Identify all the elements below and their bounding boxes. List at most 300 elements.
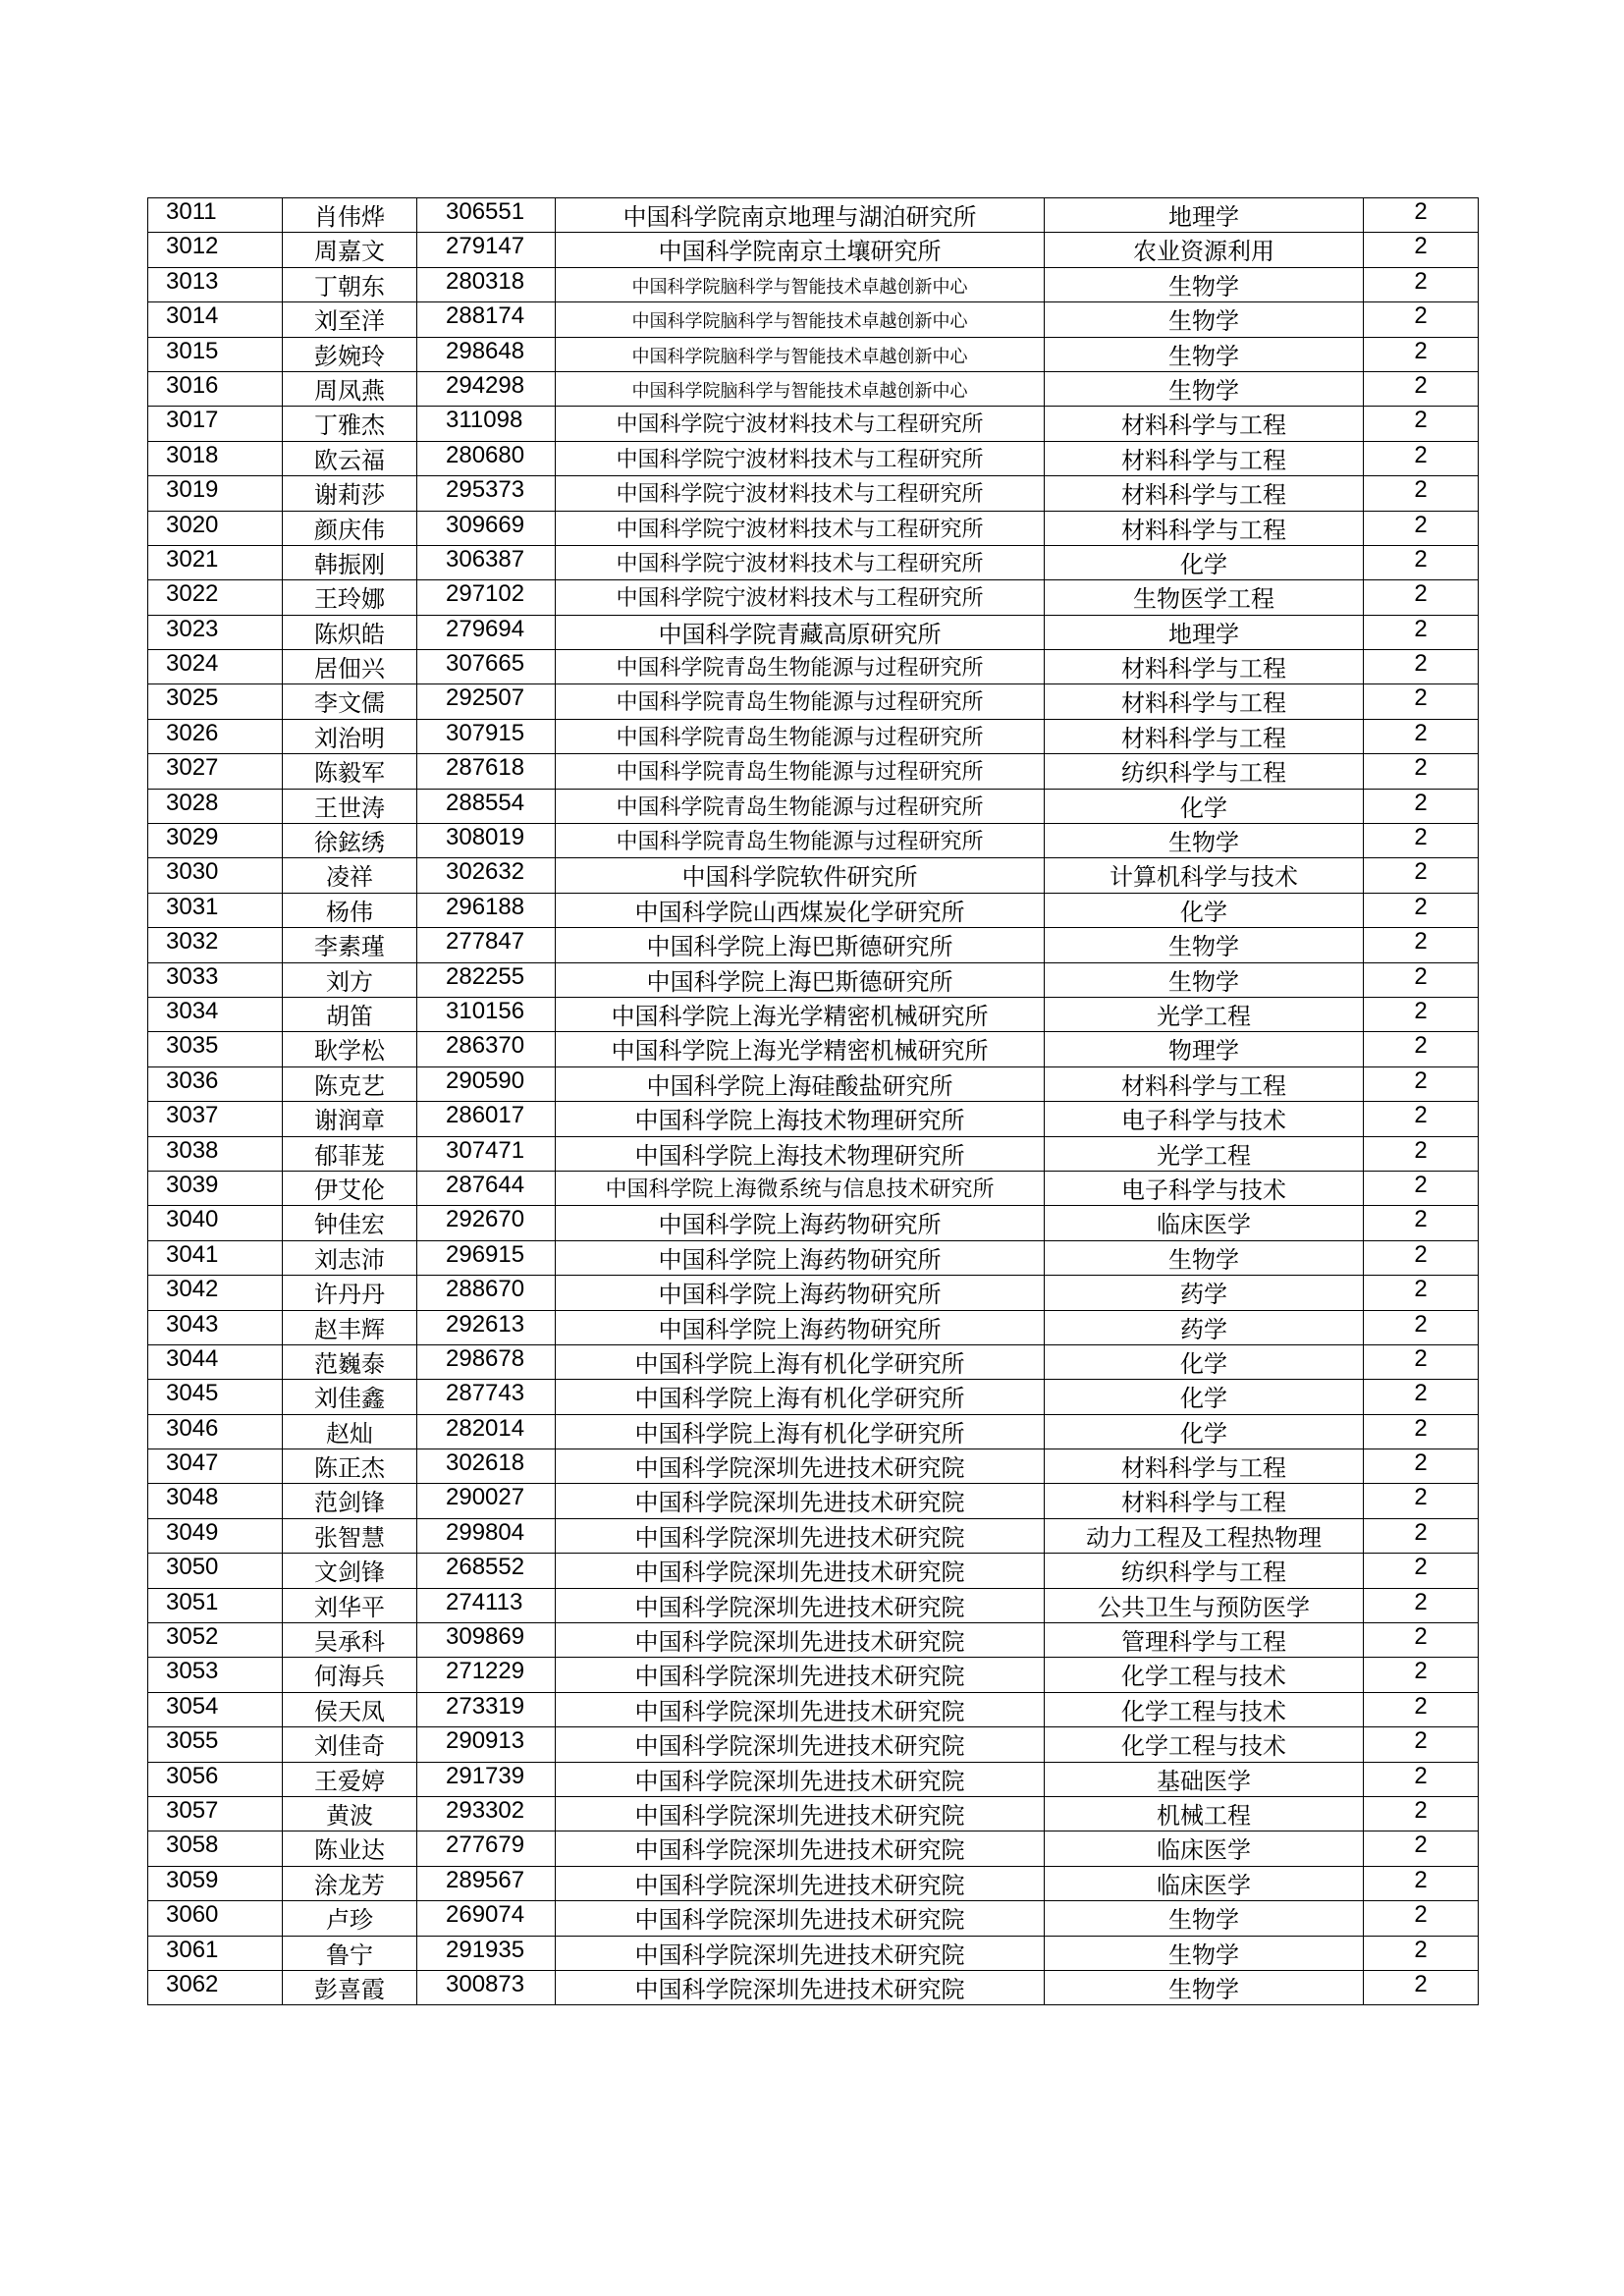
institution-cell: 中国科学院上海巴斯德研究所 [556, 962, 1045, 997]
student-name-cell: 郁菲茏 [283, 1136, 417, 1171]
table-row [148, 1866, 1479, 1900]
institution-cell: 中国科学院上海药物研究所 [556, 1276, 1045, 1310]
major-cell: 生物学 [1045, 337, 1364, 371]
major-cell: 生物学 [1045, 1936, 1364, 1970]
institution-cell: 中国科学院上海药物研究所 [556, 1240, 1045, 1275]
institution-cell: 中国科学院宁波材料技术与工程研究所 [556, 407, 1045, 441]
count-cell: 2 [1364, 1796, 1479, 1831]
student-id-cell: 298648 [417, 337, 556, 371]
sequence-number-cell: 3036 [148, 1066, 283, 1101]
institution-cell: 中国科学院脑科学与智能技术卓越创新中心 [556, 371, 1045, 406]
sequence-number-cell: 3032 [148, 928, 283, 962]
institution-cell: 中国科学院上海药物研究所 [556, 1310, 1045, 1344]
count-cell: 2 [1364, 1518, 1479, 1553]
major-cell: 材料科学与工程 [1045, 511, 1364, 545]
sequence-number-cell: 3021 [148, 545, 283, 579]
table-row [148, 858, 1479, 893]
table-row [148, 1588, 1479, 1622]
student-id-cell: 289567 [417, 1866, 556, 1900]
student-id-cell: 277847 [417, 928, 556, 962]
sequence-number-cell: 3060 [148, 1901, 283, 1936]
table-row [148, 1344, 1479, 1379]
count-cell: 2 [1364, 1449, 1479, 1484]
major-cell: 光学工程 [1045, 997, 1364, 1031]
institution-cell: 中国科学院深圳先进技术研究院 [556, 1901, 1045, 1936]
table-row [148, 545, 1479, 579]
student-id-cell: 308019 [417, 824, 556, 858]
table-row [148, 1692, 1479, 1726]
student-name-cell: 谢润章 [283, 1102, 417, 1136]
student-name-cell: 刘治明 [283, 719, 417, 753]
sequence-number-cell: 3049 [148, 1518, 283, 1553]
student-id-cell: 300873 [417, 1970, 556, 2004]
table-row [148, 1623, 1479, 1658]
table-row [148, 1380, 1479, 1414]
major-cell: 临床医学 [1045, 1206, 1364, 1240]
student-id-cell: 297102 [417, 580, 556, 615]
student-name-cell: 卢珍 [283, 1901, 417, 1936]
sequence-number-cell: 3022 [148, 580, 283, 615]
student-name-cell: 徐鉉绣 [283, 824, 417, 858]
sequence-number-cell: 3056 [148, 1762, 283, 1796]
institution-cell: 中国科学院青岛生物能源与过程研究所 [556, 650, 1045, 684]
table-row [148, 1066, 1479, 1101]
table-row [148, 1136, 1479, 1171]
major-cell: 光学工程 [1045, 1136, 1364, 1171]
count-cell: 2 [1364, 545, 1479, 579]
student-name-cell: 伊艾伦 [283, 1171, 417, 1205]
sequence-number-cell: 3011 [148, 198, 283, 233]
student-name-cell: 颜庆伟 [283, 511, 417, 545]
results-table-body [148, 198, 1479, 2005]
student-id-cell: 292613 [417, 1310, 556, 1344]
table-row [148, 371, 1479, 406]
sequence-number-cell: 3028 [148, 789, 283, 823]
sequence-number-cell: 3012 [148, 233, 283, 267]
student-id-cell: 292507 [417, 684, 556, 719]
institution-cell: 中国科学院软件研究所 [556, 858, 1045, 893]
sequence-number-cell: 3015 [148, 337, 283, 371]
major-cell: 生物学 [1045, 1970, 1364, 2004]
count-cell: 2 [1364, 1484, 1479, 1518]
table-row [148, 1276, 1479, 1310]
student-name-cell: 范巍泰 [283, 1344, 417, 1379]
student-name-cell: 王世涛 [283, 789, 417, 823]
sequence-number-cell: 3046 [148, 1414, 283, 1449]
count-cell: 2 [1364, 719, 1479, 753]
count-cell: 2 [1364, 824, 1479, 858]
table-row [148, 719, 1479, 753]
table-row [148, 997, 1479, 1031]
student-name-cell: 周凤燕 [283, 371, 417, 406]
sequence-number-cell: 3053 [148, 1658, 283, 1692]
table-row [148, 893, 1479, 927]
student-id-cell: 309669 [417, 511, 556, 545]
student-name-cell: 侯天凤 [283, 1692, 417, 1726]
institution-cell: 中国科学院深圳先进技术研究院 [556, 1658, 1045, 1692]
count-cell: 2 [1364, 198, 1479, 233]
count-cell: 2 [1364, 1344, 1479, 1379]
institution-cell: 中国科学院上海有机化学研究所 [556, 1344, 1045, 1379]
sequence-number-cell: 3039 [148, 1171, 283, 1205]
sequence-number-cell: 3042 [148, 1276, 283, 1310]
major-cell: 临床医学 [1045, 1831, 1364, 1866]
table-row [148, 1658, 1479, 1692]
student-id-cell: 269074 [417, 1901, 556, 1936]
student-name-cell: 刘佳奇 [283, 1727, 417, 1762]
major-cell: 材料科学与工程 [1045, 476, 1364, 511]
student-id-cell: 290027 [417, 1484, 556, 1518]
student-id-cell: 286017 [417, 1102, 556, 1136]
major-cell: 材料科学与工程 [1045, 1449, 1364, 1484]
institution-cell: 中国科学院上海药物研究所 [556, 1206, 1045, 1240]
major-cell: 管理科学与工程 [1045, 1623, 1364, 1658]
table-row [148, 1032, 1479, 1066]
student-name-cell: 刘华平 [283, 1588, 417, 1622]
institution-cell: 中国科学院上海技术物理研究所 [556, 1102, 1045, 1136]
table-row [148, 789, 1479, 823]
major-cell: 材料科学与工程 [1045, 650, 1364, 684]
institution-cell: 中国科学院上海有机化学研究所 [556, 1414, 1045, 1449]
count-cell: 2 [1364, 407, 1479, 441]
table-row [148, 1484, 1479, 1518]
student-id-cell: 280680 [417, 441, 556, 475]
student-id-cell: 296188 [417, 893, 556, 927]
table-row [148, 302, 1479, 337]
student-id-cell: 280318 [417, 267, 556, 301]
institution-cell: 中国科学院宁波材料技术与工程研究所 [556, 580, 1045, 615]
count-cell: 2 [1364, 1276, 1479, 1310]
student-name-cell: 彭喜霞 [283, 1970, 417, 2004]
table-row [148, 754, 1479, 789]
student-name-cell: 刘至洋 [283, 302, 417, 337]
count-cell: 2 [1364, 1380, 1479, 1414]
count-cell: 2 [1364, 893, 1479, 927]
institution-cell: 中国科学院山西煤炭化学研究所 [556, 893, 1045, 927]
count-cell: 2 [1364, 1206, 1479, 1240]
student-id-cell: 302618 [417, 1449, 556, 1484]
student-name-cell: 胡笛 [283, 997, 417, 1031]
major-cell: 化学工程与技术 [1045, 1692, 1364, 1726]
institution-cell: 中国科学院深圳先进技术研究院 [556, 1796, 1045, 1831]
count-cell: 2 [1364, 1762, 1479, 1796]
student-id-cell: 302632 [417, 858, 556, 893]
student-name-cell: 欧云福 [283, 441, 417, 475]
major-cell: 纺织科学与工程 [1045, 754, 1364, 789]
institution-cell: 中国科学院南京地理与湖泊研究所 [556, 198, 1045, 233]
major-cell: 材料科学与工程 [1045, 407, 1364, 441]
student-id-cell: 290913 [417, 1727, 556, 1762]
institution-cell: 中国科学院深圳先进技术研究院 [556, 1518, 1045, 1553]
major-cell: 生物学 [1045, 1240, 1364, 1275]
student-id-cell: 288554 [417, 789, 556, 823]
sequence-number-cell: 3040 [148, 1206, 283, 1240]
table-row [148, 1240, 1479, 1275]
table-row [148, 962, 1479, 997]
sequence-number-cell: 3047 [148, 1449, 283, 1484]
student-name-cell: 鲁宁 [283, 1936, 417, 1970]
count-cell: 2 [1364, 1936, 1479, 1970]
student-id-cell: 273319 [417, 1692, 556, 1726]
student-id-cell: 282255 [417, 962, 556, 997]
major-cell: 生物学 [1045, 928, 1364, 962]
table-row [148, 1310, 1479, 1344]
institution-cell: 中国科学院深圳先进技术研究院 [556, 1484, 1045, 1518]
institution-cell: 中国科学院青岛生物能源与过程研究所 [556, 719, 1045, 753]
sequence-number-cell: 3051 [148, 1588, 283, 1622]
sequence-number-cell: 3055 [148, 1727, 283, 1762]
student-id-cell: 299804 [417, 1518, 556, 1553]
major-cell: 化学 [1045, 545, 1364, 579]
table-row [148, 476, 1479, 511]
sequence-number-cell: 3025 [148, 684, 283, 719]
major-cell: 材料科学与工程 [1045, 684, 1364, 719]
student-name-cell: 陈毅军 [283, 754, 417, 789]
student-name-cell: 耿学松 [283, 1032, 417, 1066]
student-name-cell: 文剑锋 [283, 1554, 417, 1588]
table-row [148, 511, 1479, 545]
student-name-cell: 韩振刚 [283, 545, 417, 579]
student-name-cell: 丁雅杰 [283, 407, 417, 441]
major-cell: 化学 [1045, 789, 1364, 823]
table-row [148, 1102, 1479, 1136]
count-cell: 2 [1364, 1554, 1479, 1588]
count-cell: 2 [1364, 1136, 1479, 1171]
student-name-cell: 涂龙芳 [283, 1866, 417, 1900]
major-cell: 临床医学 [1045, 1866, 1364, 1900]
table-row [148, 1449, 1479, 1484]
institution-cell: 中国科学院上海硅酸盐研究所 [556, 1066, 1045, 1101]
student-id-cell: 307471 [417, 1136, 556, 1171]
institution-cell: 中国科学院深圳先进技术研究院 [556, 1727, 1045, 1762]
institution-cell: 中国科学院深圳先进技术研究院 [556, 1623, 1045, 1658]
count-cell: 2 [1364, 1310, 1479, 1344]
count-cell: 2 [1364, 302, 1479, 337]
student-id-cell: 306387 [417, 545, 556, 579]
student-id-cell: 291739 [417, 1762, 556, 1796]
institution-cell: 中国科学院深圳先进技术研究院 [556, 1831, 1045, 1866]
table-row [148, 1762, 1479, 1796]
student-name-cell: 谢莉莎 [283, 476, 417, 511]
major-cell: 化学工程与技术 [1045, 1727, 1364, 1762]
major-cell: 药学 [1045, 1310, 1364, 1344]
sequence-number-cell: 3027 [148, 754, 283, 789]
major-cell: 基础医学 [1045, 1762, 1364, 1796]
student-id-cell: 287618 [417, 754, 556, 789]
student-name-cell: 陈业达 [283, 1831, 417, 1866]
count-cell: 2 [1364, 1623, 1479, 1658]
results-table [147, 197, 1479, 2005]
student-name-cell: 许丹丹 [283, 1276, 417, 1310]
major-cell: 生物学 [1045, 371, 1364, 406]
institution-cell: 中国科学院深圳先进技术研究院 [556, 1692, 1045, 1726]
count-cell: 2 [1364, 650, 1479, 684]
count-cell: 2 [1364, 1588, 1479, 1622]
sequence-number-cell: 3062 [148, 1970, 283, 2004]
student-id-cell: 279147 [417, 233, 556, 267]
institution-cell: 中国科学院深圳先进技术研究院 [556, 1449, 1045, 1484]
student-id-cell: 279694 [417, 615, 556, 649]
student-id-cell: 298678 [417, 1344, 556, 1379]
count-cell: 2 [1364, 1901, 1479, 1936]
institution-cell: 中国科学院青藏高原研究所 [556, 615, 1045, 649]
count-cell: 2 [1364, 337, 1479, 371]
count-cell: 2 [1364, 1831, 1479, 1866]
table-row [148, 1518, 1479, 1553]
institution-cell: 中国科学院深圳先进技术研究院 [556, 1866, 1045, 1900]
major-cell: 化学 [1045, 1380, 1364, 1414]
table-row [148, 1554, 1479, 1588]
student-name-cell: 钟佳宏 [283, 1206, 417, 1240]
student-name-cell: 陈炽皓 [283, 615, 417, 649]
count-cell: 2 [1364, 233, 1479, 267]
student-id-cell: 310156 [417, 997, 556, 1031]
student-id-cell: 294298 [417, 371, 556, 406]
sequence-number-cell: 3050 [148, 1554, 283, 1588]
institution-cell: 中国科学院脑科学与智能技术卓越创新中心 [556, 267, 1045, 301]
student-name-cell: 李文儒 [283, 684, 417, 719]
count-cell: 2 [1364, 476, 1479, 511]
sequence-number-cell: 3052 [148, 1623, 283, 1658]
major-cell: 公共卫生与预防医学 [1045, 1588, 1364, 1622]
sequence-number-cell: 3035 [148, 1032, 283, 1066]
sequence-number-cell: 3037 [148, 1102, 283, 1136]
count-cell: 2 [1364, 997, 1479, 1031]
institution-cell: 中国科学院深圳先进技术研究院 [556, 1970, 1045, 2004]
sequence-number-cell: 3019 [148, 476, 283, 511]
count-cell: 2 [1364, 1066, 1479, 1101]
table-row [148, 1936, 1479, 1970]
sequence-number-cell: 3017 [148, 407, 283, 441]
student-name-cell: 张智慧 [283, 1518, 417, 1553]
sequence-number-cell: 3044 [148, 1344, 283, 1379]
sequence-number-cell: 3024 [148, 650, 283, 684]
student-id-cell: 295373 [417, 476, 556, 511]
major-cell: 电子科学与技术 [1045, 1171, 1364, 1205]
sequence-number-cell: 3041 [148, 1240, 283, 1275]
institution-cell: 中国科学院脑科学与智能技术卓越创新中心 [556, 302, 1045, 337]
count-cell: 2 [1364, 1414, 1479, 1449]
major-cell: 计算机科学与技术 [1045, 858, 1364, 893]
student-id-cell: 307665 [417, 650, 556, 684]
institution-cell: 中国科学院上海光学精密机械研究所 [556, 997, 1045, 1031]
student-name-cell: 刘方 [283, 962, 417, 997]
student-id-cell: 277679 [417, 1831, 556, 1866]
institution-cell: 中国科学院宁波材料技术与工程研究所 [556, 441, 1045, 475]
major-cell: 化学 [1045, 1344, 1364, 1379]
major-cell: 生物医学工程 [1045, 580, 1364, 615]
table-row [148, 441, 1479, 475]
count-cell: 2 [1364, 858, 1479, 893]
institution-cell: 中国科学院宁波材料技术与工程研究所 [556, 511, 1045, 545]
count-cell: 2 [1364, 580, 1479, 615]
institution-cell: 中国科学院南京土壤研究所 [556, 233, 1045, 267]
student-name-cell: 刘志沛 [283, 1240, 417, 1275]
sequence-number-cell: 3038 [148, 1136, 283, 1171]
student-id-cell: 282014 [417, 1414, 556, 1449]
count-cell: 2 [1364, 511, 1479, 545]
student-id-cell: 271229 [417, 1658, 556, 1692]
count-cell: 2 [1364, 1692, 1479, 1726]
table-row [148, 1414, 1479, 1449]
count-cell: 2 [1364, 1102, 1479, 1136]
student-id-cell: 293302 [417, 1796, 556, 1831]
student-name-cell: 赵灿 [283, 1414, 417, 1449]
institution-cell: 中国科学院上海微系统与信息技术研究所 [556, 1171, 1045, 1205]
table-row [148, 1727, 1479, 1762]
table-row [148, 928, 1479, 962]
student-name-cell: 李素瑾 [283, 928, 417, 962]
major-cell: 生物学 [1045, 267, 1364, 301]
table-row [148, 198, 1479, 233]
student-name-cell: 周嘉文 [283, 233, 417, 267]
student-id-cell: 286370 [417, 1032, 556, 1066]
student-name-cell: 居佃兴 [283, 650, 417, 684]
major-cell: 纺织科学与工程 [1045, 1554, 1364, 1588]
sequence-number-cell: 3048 [148, 1484, 283, 1518]
count-cell: 2 [1364, 267, 1479, 301]
major-cell: 地理学 [1045, 198, 1364, 233]
institution-cell: 中国科学院上海巴斯德研究所 [556, 928, 1045, 962]
major-cell: 生物学 [1045, 302, 1364, 337]
institution-cell: 中国科学院深圳先进技术研究院 [556, 1762, 1045, 1796]
sequence-number-cell: 3016 [148, 371, 283, 406]
student-id-cell: 287743 [417, 1380, 556, 1414]
table-row [148, 824, 1479, 858]
sequence-number-cell: 3033 [148, 962, 283, 997]
count-cell: 2 [1364, 684, 1479, 719]
student-id-cell: 287644 [417, 1171, 556, 1205]
institution-cell: 中国科学院深圳先进技术研究院 [556, 1936, 1045, 1970]
major-cell: 化学 [1045, 1414, 1364, 1449]
student-name-cell: 肖伟烨 [283, 198, 417, 233]
sequence-number-cell: 3059 [148, 1866, 283, 1900]
sequence-number-cell: 3031 [148, 893, 283, 927]
student-id-cell: 311098 [417, 407, 556, 441]
sequence-number-cell: 3014 [148, 302, 283, 337]
student-id-cell: 309869 [417, 1623, 556, 1658]
major-cell: 化学 [1045, 893, 1364, 927]
count-cell: 2 [1364, 1658, 1479, 1692]
count-cell: 2 [1364, 1032, 1479, 1066]
institution-cell: 中国科学院青岛生物能源与过程研究所 [556, 684, 1045, 719]
student-name-cell: 范剑锋 [283, 1484, 417, 1518]
table-row [148, 1206, 1479, 1240]
institution-cell: 中国科学院青岛生物能源与过程研究所 [556, 754, 1045, 789]
count-cell: 2 [1364, 1240, 1479, 1275]
major-cell: 材料科学与工程 [1045, 1484, 1364, 1518]
student-name-cell: 黄波 [283, 1796, 417, 1831]
sequence-number-cell: 3058 [148, 1831, 283, 1866]
institution-cell: 中国科学院宁波材料技术与工程研究所 [556, 476, 1045, 511]
student-name-cell: 刘佳鑫 [283, 1380, 417, 1414]
table-row [148, 267, 1479, 301]
sequence-number-cell: 3054 [148, 1692, 283, 1726]
major-cell: 农业资源利用 [1045, 233, 1364, 267]
count-cell: 2 [1364, 615, 1479, 649]
table-row [148, 650, 1479, 684]
table-row [148, 1901, 1479, 1936]
student-name-cell: 陈克艺 [283, 1066, 417, 1101]
student-id-cell: 268552 [417, 1554, 556, 1588]
sequence-number-cell: 3018 [148, 441, 283, 475]
institution-cell: 中国科学院上海有机化学研究所 [556, 1380, 1045, 1414]
student-name-cell: 王玲娜 [283, 580, 417, 615]
major-cell: 材料科学与工程 [1045, 719, 1364, 753]
sequence-number-cell: 3030 [148, 858, 283, 893]
count-cell: 2 [1364, 1970, 1479, 2004]
student-name-cell: 陈正杰 [283, 1449, 417, 1484]
